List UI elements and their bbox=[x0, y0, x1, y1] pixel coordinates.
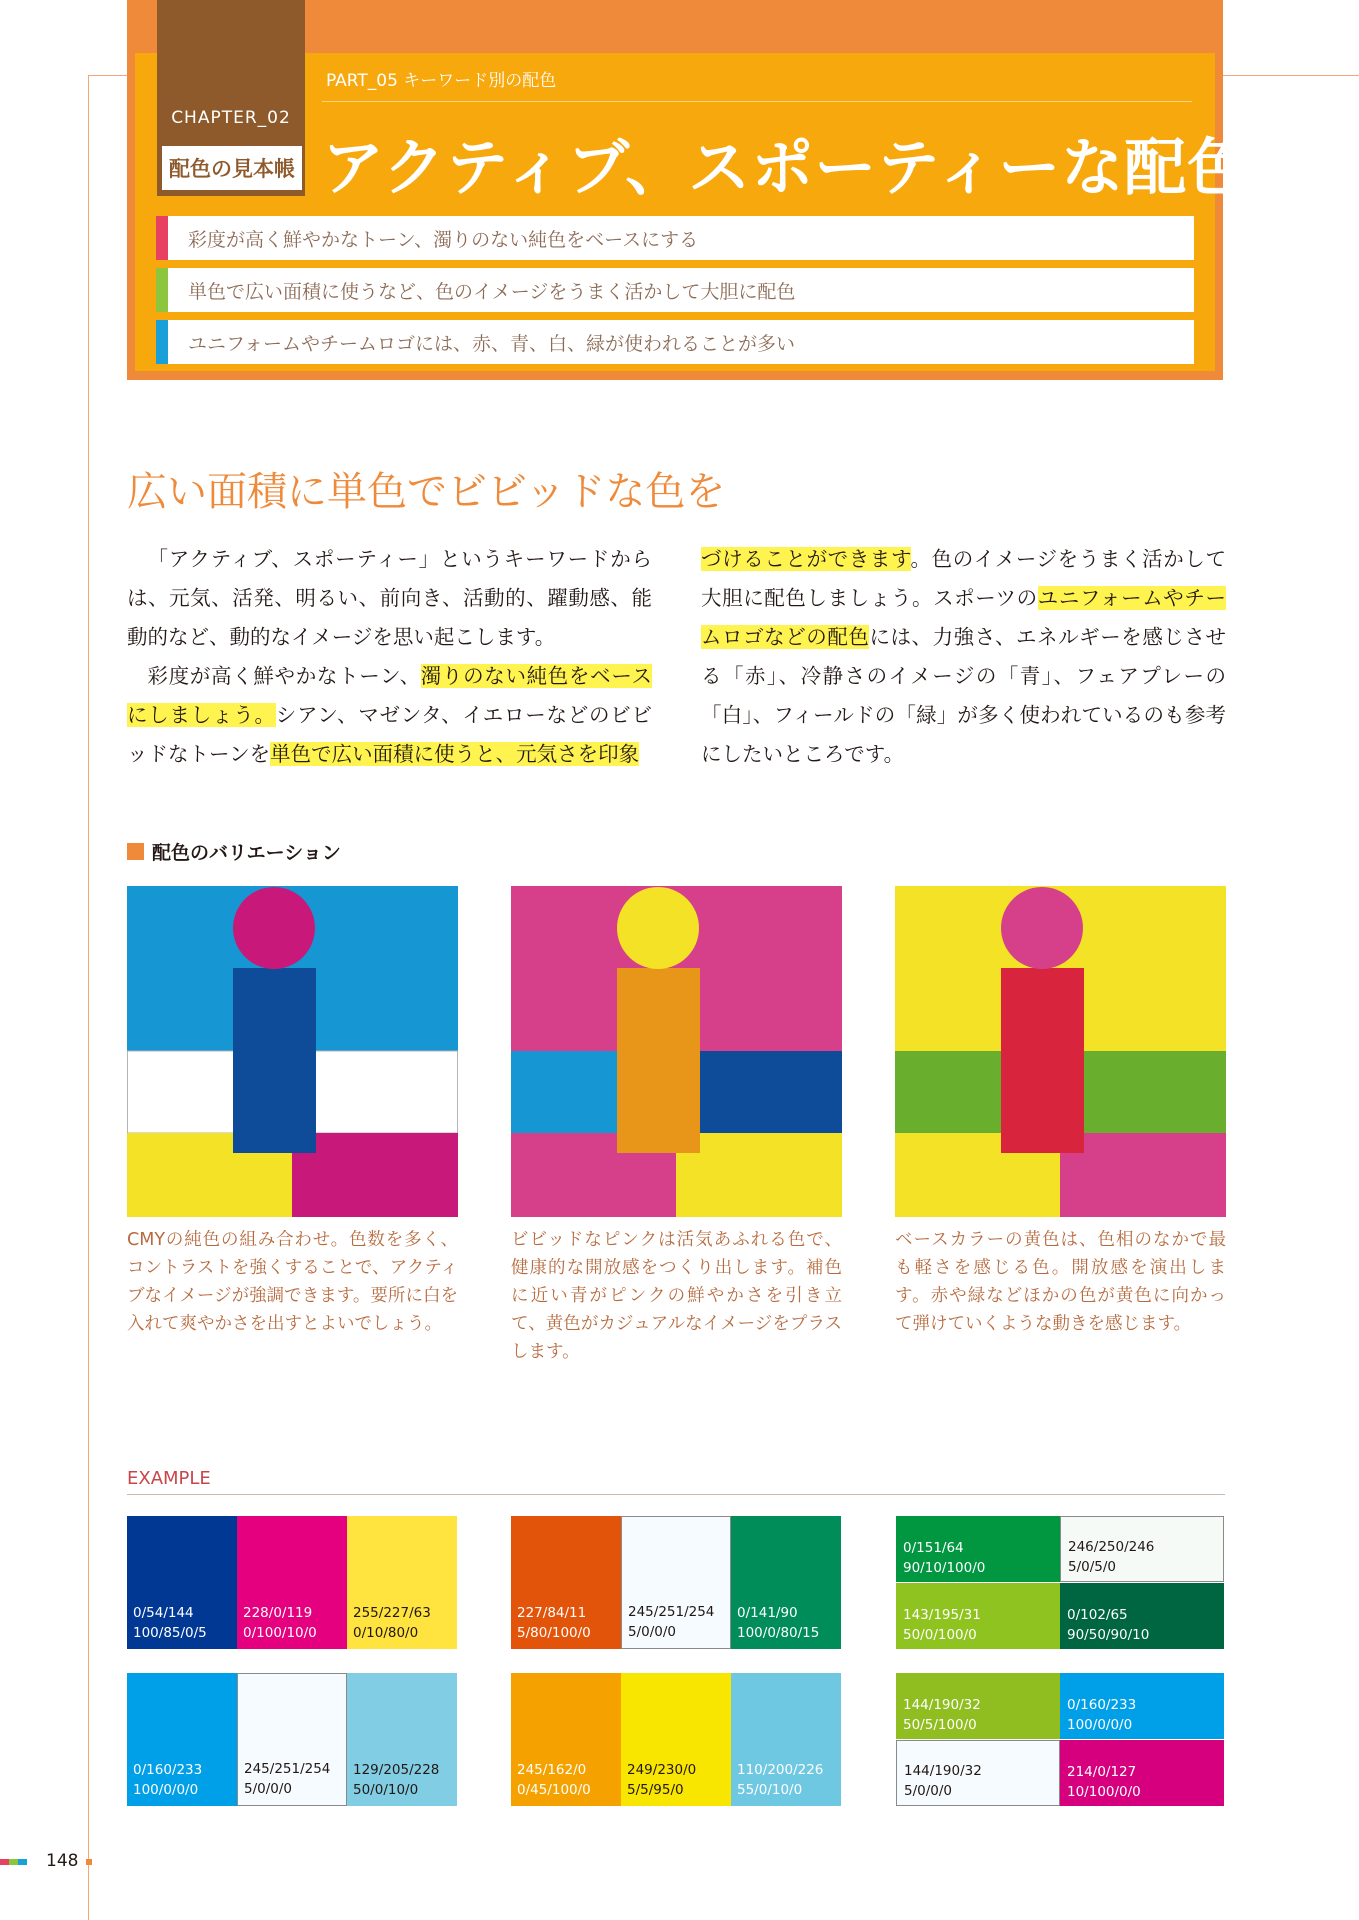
color-values: 245/162/0 0/45/100/0 bbox=[517, 1762, 591, 1798]
color-values: 144/190/32 50/5/100/0 bbox=[903, 1697, 981, 1733]
bottom-right-area bbox=[292, 1133, 458, 1217]
color-values: 129/205/228 50/0/10/0 bbox=[353, 1762, 440, 1798]
figure-head bbox=[1001, 887, 1083, 969]
color-swatch bbox=[127, 1516, 237, 1649]
paragraph: 彩度が高く鮮やかなトーン、濁りのない純色をベースにしましょう。シアン、マゼンタ、イエローなどのビビッドなトーンを単色で広い面積に使うと、元気さを印象 bbox=[127, 664, 653, 766]
color-values: 214/0/127 10/100/0/0 bbox=[1067, 1764, 1141, 1800]
key-point bbox=[156, 268, 1194, 312]
color-swatch bbox=[1060, 1583, 1224, 1649]
marker-segment bbox=[18, 1859, 27, 1865]
color-swatch bbox=[731, 1673, 841, 1806]
color-swatch bbox=[511, 1673, 621, 1806]
bottom-right-area bbox=[676, 1133, 842, 1217]
paragraph: づけることができます。色のイメージをうまく活かして大胆に配色しましょう。スポーツのユニフォームやチームロゴなどの配色には、力強さ、エネルギーを感じさせる「赤」、冷静さのイメージの「青」、フェアプレーの「白」、フィールドの「緑」が多く使われているのも参考にしたいところです。 bbox=[701, 547, 1226, 766]
key-point-marker bbox=[156, 268, 168, 312]
page-number: 148 bbox=[46, 1851, 79, 1871]
key-point-text: 単色で広い面積に使うなど、色のイメージをうまく活かして大胆に配色 bbox=[188, 280, 796, 303]
color-values: 245/251/254 5/0/0/0 bbox=[244, 1761, 331, 1797]
highlight: 濁りのない純色をベースにしましょう。 bbox=[127, 664, 652, 727]
color-swatch bbox=[347, 1516, 457, 1649]
variations-heading: 配色のバリエーション bbox=[127, 838, 341, 865]
key-point bbox=[156, 216, 1194, 260]
color-swatch bbox=[896, 1583, 1060, 1649]
body-column-right bbox=[701, 540, 1226, 774]
color-swatch bbox=[621, 1673, 731, 1806]
color-swatch bbox=[127, 1673, 237, 1806]
key-point-marker bbox=[156, 320, 168, 364]
highlight: づけることができます bbox=[701, 547, 911, 571]
divider bbox=[322, 101, 1192, 102]
color-values: 0/54/144 100/85/0/5 bbox=[133, 1605, 207, 1641]
marker-dot bbox=[86, 1859, 92, 1865]
color-swatch bbox=[347, 1673, 457, 1806]
color-values: 245/251/254 5/0/0/0 bbox=[628, 1604, 715, 1640]
figure-head bbox=[233, 887, 315, 969]
key-point-marker bbox=[156, 216, 168, 260]
color-swatch bbox=[896, 1740, 1060, 1806]
figure-body bbox=[233, 968, 316, 1153]
variation-caption: ビビッドなピンクは活気あふれる色で、健康的な開放感をつくり出します。補色に近い青がピンクの鮮やかさを引き立て、黄色がカジュアルなイメージをプラスします。 bbox=[511, 1230, 842, 1362]
band-right-area bbox=[677, 1051, 842, 1133]
color-values: 0/151/64 90/10/100/0 bbox=[903, 1540, 986, 1576]
page-guide-line bbox=[1222, 75, 1359, 76]
highlight: 単色で広い面積に使うと、元気さを印象 bbox=[270, 742, 640, 766]
chapter-subtitle: 配色の見本帳 bbox=[162, 146, 302, 190]
divider bbox=[127, 1494, 1225, 1495]
square-bullet-icon bbox=[127, 843, 144, 860]
variation-caption: ベースカラーの黄色は、色相のなかで最も軽さを感じる色。開放感を演出します。赤や緑などほかの色が黄色に向かって弾けていくような動きを感じます。 bbox=[895, 1230, 1226, 1334]
key-point-text: ユニフォームやチームロゴには、赤、青、白、緑が使われることが多い bbox=[188, 332, 796, 355]
color-swatch bbox=[1060, 1516, 1224, 1582]
color-values: 143/195/31 50/0/100/0 bbox=[903, 1607, 981, 1643]
highlight: ユニフォームやチームロゴなどの配色 bbox=[701, 586, 1226, 649]
color-values: 110/200/226 55/0/10/0 bbox=[737, 1762, 824, 1798]
body-column-left bbox=[127, 540, 652, 774]
color-values: 0/141/90 100/0/80/15 bbox=[737, 1605, 820, 1641]
color-values: 0/102/65 90/50/90/10 bbox=[1067, 1607, 1150, 1643]
color-swatch bbox=[511, 1516, 621, 1649]
section-title: 広い面積に単色でビビッドな色を bbox=[127, 469, 726, 515]
color-swatch bbox=[1060, 1673, 1224, 1739]
figure-body bbox=[1001, 968, 1084, 1153]
figure-head bbox=[617, 887, 699, 969]
color-variation-3 bbox=[895, 886, 1226, 1217]
part-label: PART_05 キーワード別の配色 bbox=[326, 71, 557, 91]
chapter-label: CHAPTER_02 bbox=[171, 108, 291, 128]
color-swatch bbox=[237, 1673, 347, 1806]
color-values: 227/84/11 5/80/100/0 bbox=[517, 1605, 591, 1641]
color-values: 0/160/233 100/0/0/0 bbox=[1067, 1697, 1137, 1733]
color-values: 255/227/63 0/10/80/0 bbox=[353, 1605, 431, 1641]
key-point bbox=[156, 320, 1194, 364]
color-swatch bbox=[237, 1516, 347, 1649]
figure-body bbox=[617, 968, 700, 1153]
variation-caption: CMYの純色の組み合わせ。色数を多く、コントラストを強くすることで、アクティブなイメージが強調できます。要所に白を入れて爽やかさを出すとよいでしょう。 bbox=[127, 1230, 458, 1334]
page-title: アクティブ、スポーティーな配色 bbox=[322, 131, 1251, 204]
color-values: 228/0/119 0/100/10/0 bbox=[243, 1605, 317, 1641]
color-values: 144/190/32 5/0/0/0 bbox=[904, 1763, 982, 1799]
paragraph: 「アクティブ、スポーティー」というキーワードからは、元気、活発、明るい、前向き、活動的、躍動感、能動的など、動的なイメージを思い起こします。 bbox=[127, 547, 652, 649]
bottom-right-area bbox=[1060, 1133, 1226, 1217]
color-swatch bbox=[896, 1516, 1060, 1582]
color-values: 0/160/233 100/0/0/0 bbox=[133, 1762, 203, 1798]
key-point-text: 彩度が高く鮮やかなトーン、濁りのない純色をベースにする bbox=[188, 228, 699, 251]
color-swatch bbox=[1060, 1740, 1224, 1806]
page-guide-line bbox=[88, 75, 89, 1920]
marker-segment bbox=[0, 1859, 9, 1865]
page-guide-line bbox=[88, 75, 128, 76]
color-swatch bbox=[621, 1516, 731, 1649]
page-marker bbox=[0, 1859, 100, 1867]
color-swatch bbox=[896, 1673, 1060, 1739]
color-values: 249/230/0 5/5/95/0 bbox=[627, 1762, 697, 1798]
marker-segment bbox=[9, 1859, 18, 1865]
color-variation-2 bbox=[511, 886, 842, 1217]
color-values: 246/250/246 5/0/5/0 bbox=[1068, 1539, 1155, 1575]
color-swatch bbox=[731, 1516, 841, 1649]
color-variation-1 bbox=[127, 886, 458, 1217]
example-label: EXAMPLE bbox=[127, 1468, 211, 1489]
